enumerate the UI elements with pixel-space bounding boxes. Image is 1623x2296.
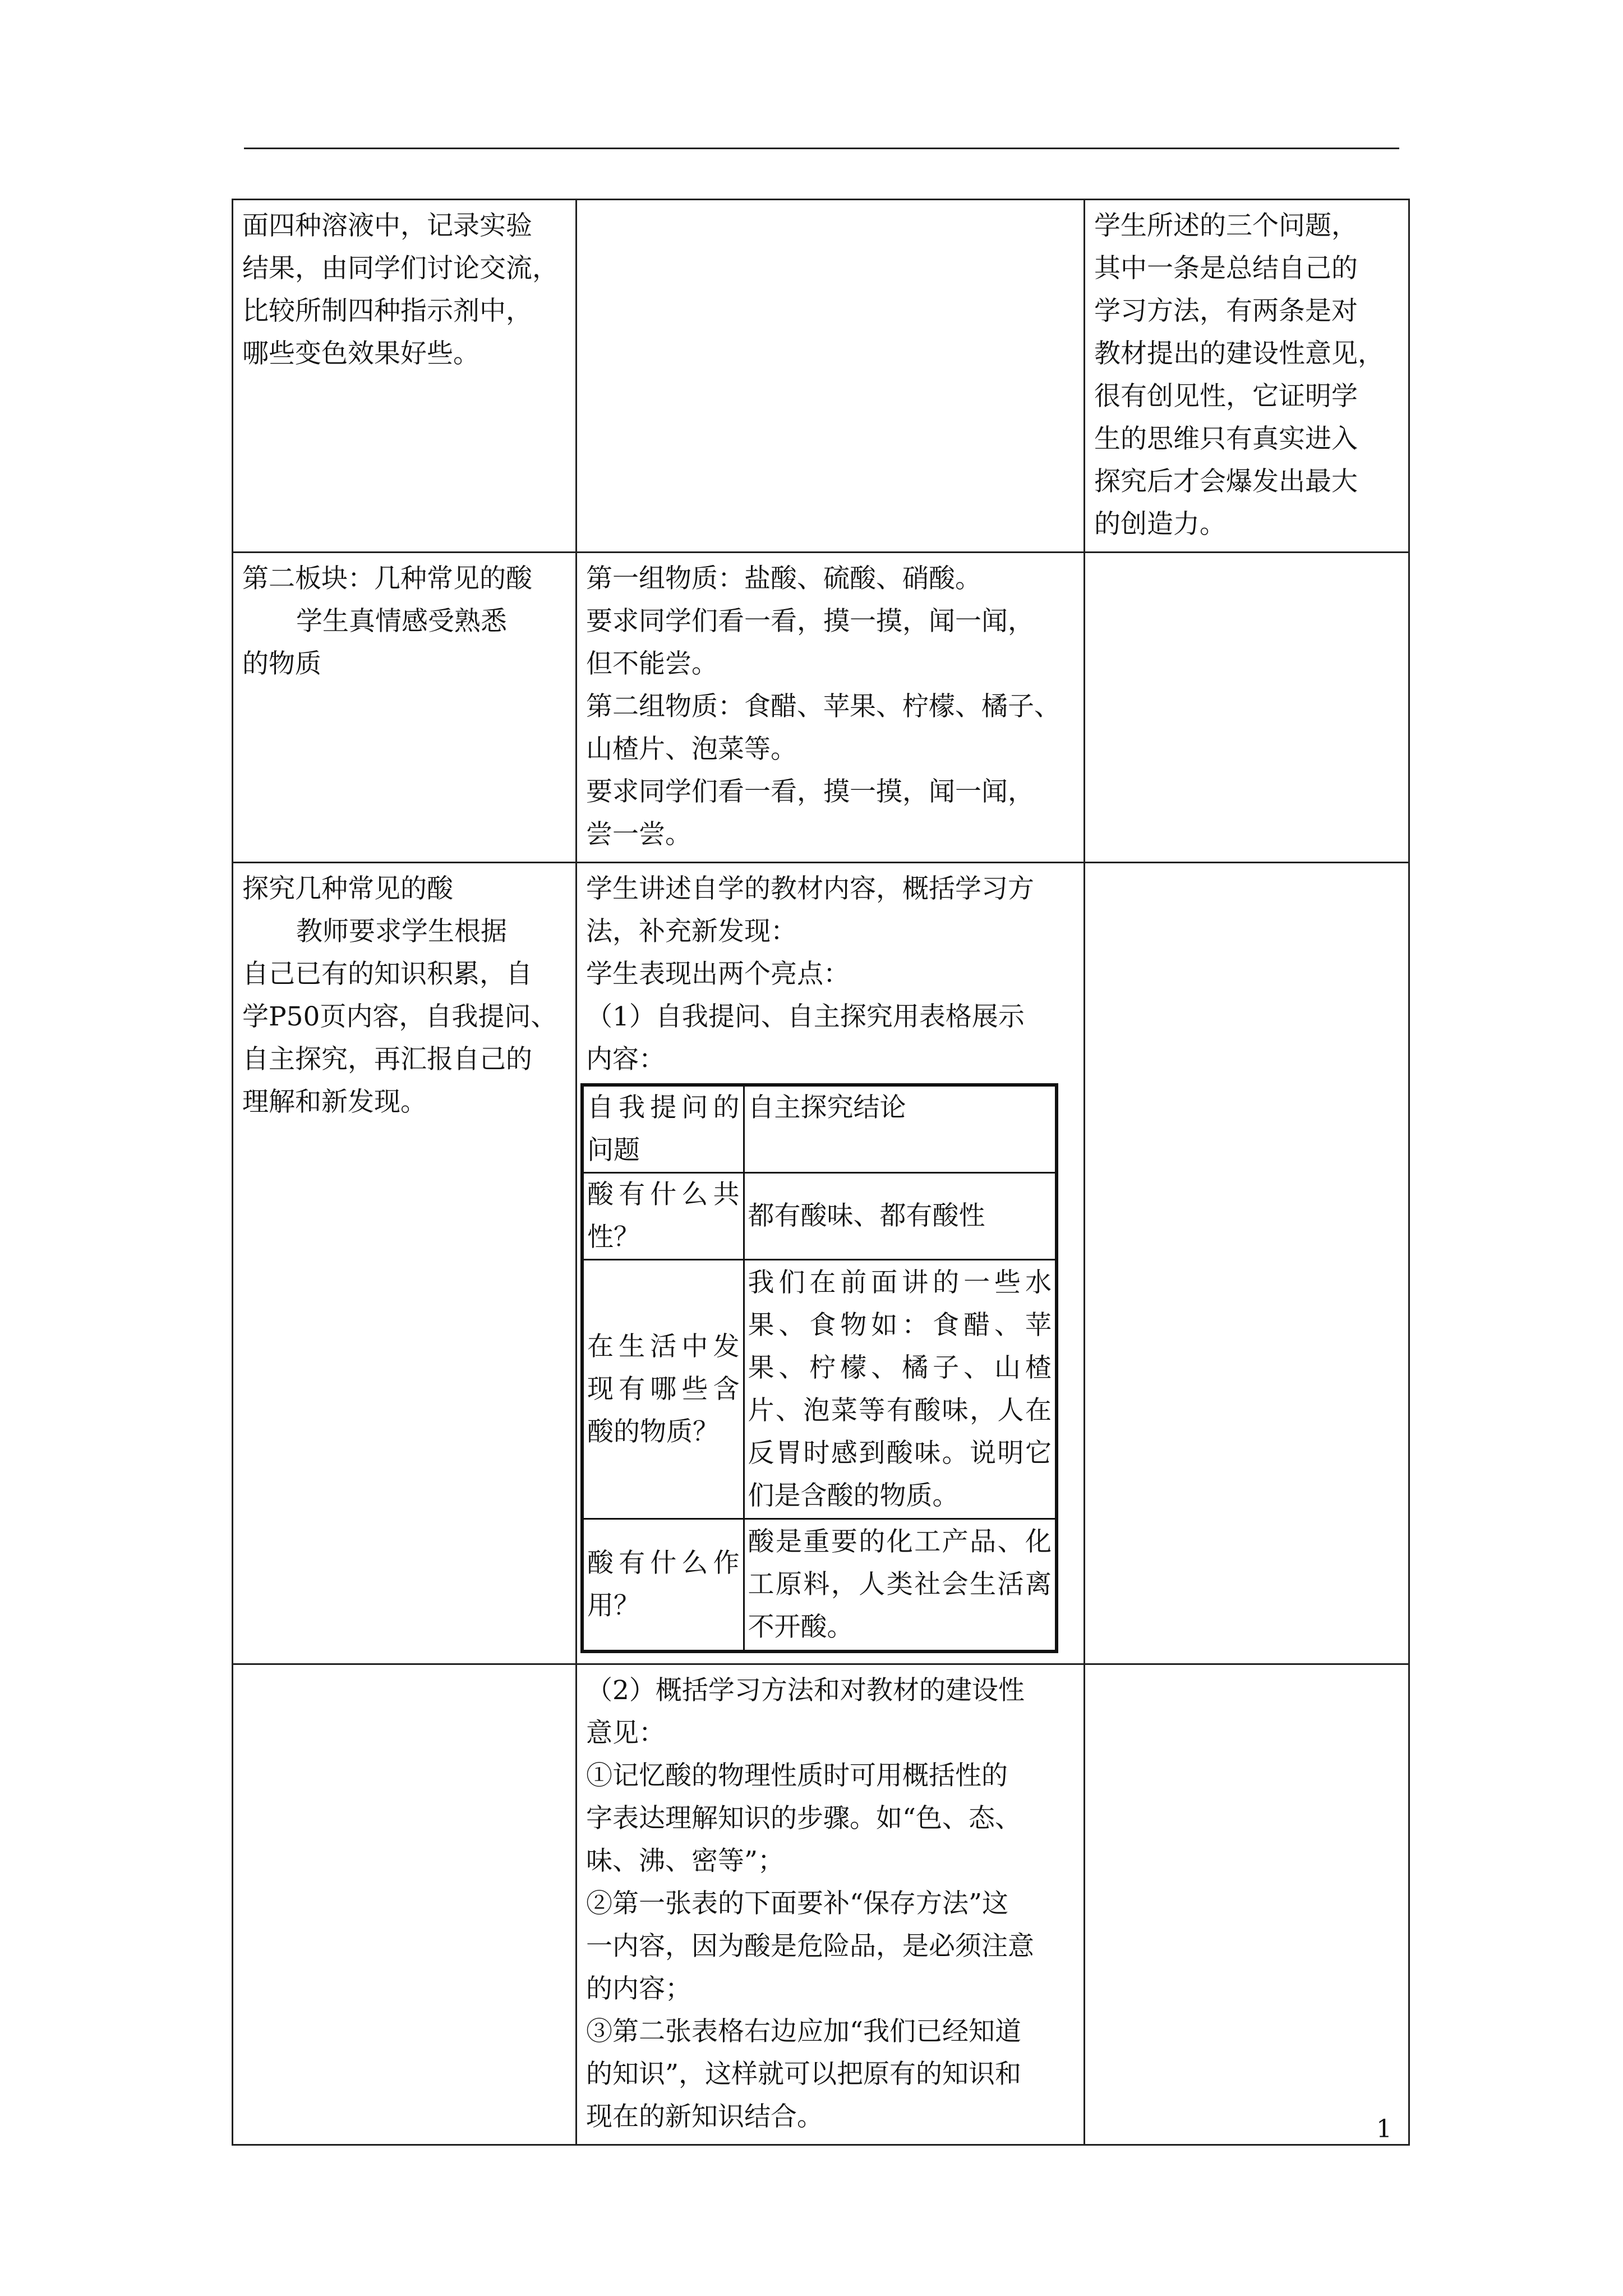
row3-student-cell [577,863,1085,1664]
lesson-table [232,199,1410,2146]
text-line: 面四种溶液中，记录实验 [242,210,532,241]
row3-activity-cell [233,863,577,1664]
text-line: 自己已有的知识积累，自 [242,959,532,990]
text-line: 山楂片、泡菜等。 [586,734,797,765]
text-line: 的创造力。 [1094,509,1226,540]
text-line: 的物质 [242,648,321,679]
text-line: 其中一条是总结自己的 [1094,253,1358,284]
header-conclusion: 自主探究结论 [744,1085,1057,1173]
text-line: 的内容； [586,1973,691,2004]
text-line: 学习方法，有两条是对 [1094,296,1358,326]
table-row [233,553,1409,863]
text-line: 一内容，因为酸是危险品，是必须注意 [586,1930,1034,1962]
text-line: 第一组物质：盐酸、硫酸、硝酸。 [586,563,981,594]
question-cell: 酸有什么作用？ [582,1519,744,1651]
conclusion-cell: 都有酸味、都有酸性 [744,1173,1057,1260]
inquiry-header-row [582,1085,1057,1173]
text-line: （1）自我提问、自主探究用表格展示 [586,1001,1025,1032]
header-rule [244,148,1399,149]
table-row [233,1664,1409,2145]
text-line: 学生真情感受熟悉 [296,606,507,637]
row2-student-cell [577,553,1085,863]
text-line: 很有创见性，它证明学 [1094,381,1358,412]
conclusion-cell: 我们在前面讲的一些水果、食物如：食醋、苹果、柠檬、橘子、山楂片、泡菜等有酸味，人在反胃时感到酸味。说明它们是含酸的物质。 [744,1260,1057,1519]
row2-comment-cell [1085,553,1409,863]
text-line: 现在的新知识结合。 [586,2101,823,2132]
text-line: 意见： [586,1717,665,1749]
row2-activity-cell [233,553,577,863]
row4-activity-cell [233,1664,577,2145]
conclusion-cell: 酸是重要的化工产品、化工原料，人类社会生活离不开酸。 [744,1519,1057,1651]
text-line: 学生讲述自学的教材内容，概括学习方 [586,873,1034,904]
text-line: 要求同学们看一看，摸一摸，闻一闻， [586,776,1034,807]
text-line: 生的思维只有真实进入 [1094,424,1358,454]
text-line: （2）概括学习方法和对教材的建设性 [586,1674,1025,1706]
text-line: 哪些变色效果好些。 [242,338,479,369]
inquiry-row [582,1260,1057,1519]
text-line: ②第一张表的下面要补“保存方法”这 [586,1888,1009,1919]
inquiry-row [582,1173,1057,1260]
text-line: 结果，由同学们讨论交流， [242,253,559,284]
text-line: ①记忆酸的物理性质时可用概括性的 [586,1760,1008,1791]
page-number: 1 [1376,2115,1392,2143]
header-question: 自我提问的问题 [582,1085,744,1173]
text-line: 的知识”，这样就可以把原有的知识和 [586,2058,1022,2090]
row4-student-cell [577,1664,1085,2145]
question-cell: 在生活中发现有哪些含酸的物质？ [582,1260,744,1519]
text-line: 教师要求学生根据 [296,916,507,947]
text-line: 自主探究，再汇报自己的 [242,1044,532,1075]
text-line: 第二组物质：食醋、苹果、柠檬、橘子、 [586,691,1061,722]
text-line: 学P50页内容，自我提问、 [242,1001,557,1032]
text-line: 内容： [586,1044,665,1075]
row1-student-cell [577,200,1085,553]
row3-comment-cell [1085,863,1409,1664]
text-line: 要求同学们看一看，摸一摸，闻一闻， [586,606,1034,637]
section-heading: 探究几种常见的酸 [242,873,453,904]
inquiry-row [582,1519,1057,1651]
text-line: 但不能尝。 [586,648,718,679]
text-line: 理解和新发现。 [242,1087,427,1117]
text-line: 法，补充新发现： [586,916,797,947]
row1-comment-cell [1085,200,1409,553]
row4-comment-cell [1085,1664,1409,2145]
question-cell: 酸有什么共性？ [582,1173,744,1260]
text-line: 味、沸、密等”； [586,1845,785,1876]
table-row [233,200,1409,553]
text-line: 学生所述的三个问题， [1094,210,1358,241]
text-line: 教材提出的建设性意见， [1094,338,1384,369]
table-row [233,863,1409,1664]
text-line: 尝一尝。 [586,819,691,850]
text-line: 字表达理解知识的步骤。如“色、态、 [586,1802,1022,1834]
text-line: 学生表现出两个亮点： [586,959,850,990]
text-line: 探究后才会爆发出最大 [1094,466,1358,497]
section-heading: 第二板块：几种常见的酸 [242,563,532,594]
text-line: ③第二张表格右边应加“我们已经知道 [586,2016,1022,2047]
inquiry-table [580,1083,1058,1653]
row1-activity-cell [233,200,577,553]
text-line: 比较所制四种指示剂中， [242,296,532,326]
